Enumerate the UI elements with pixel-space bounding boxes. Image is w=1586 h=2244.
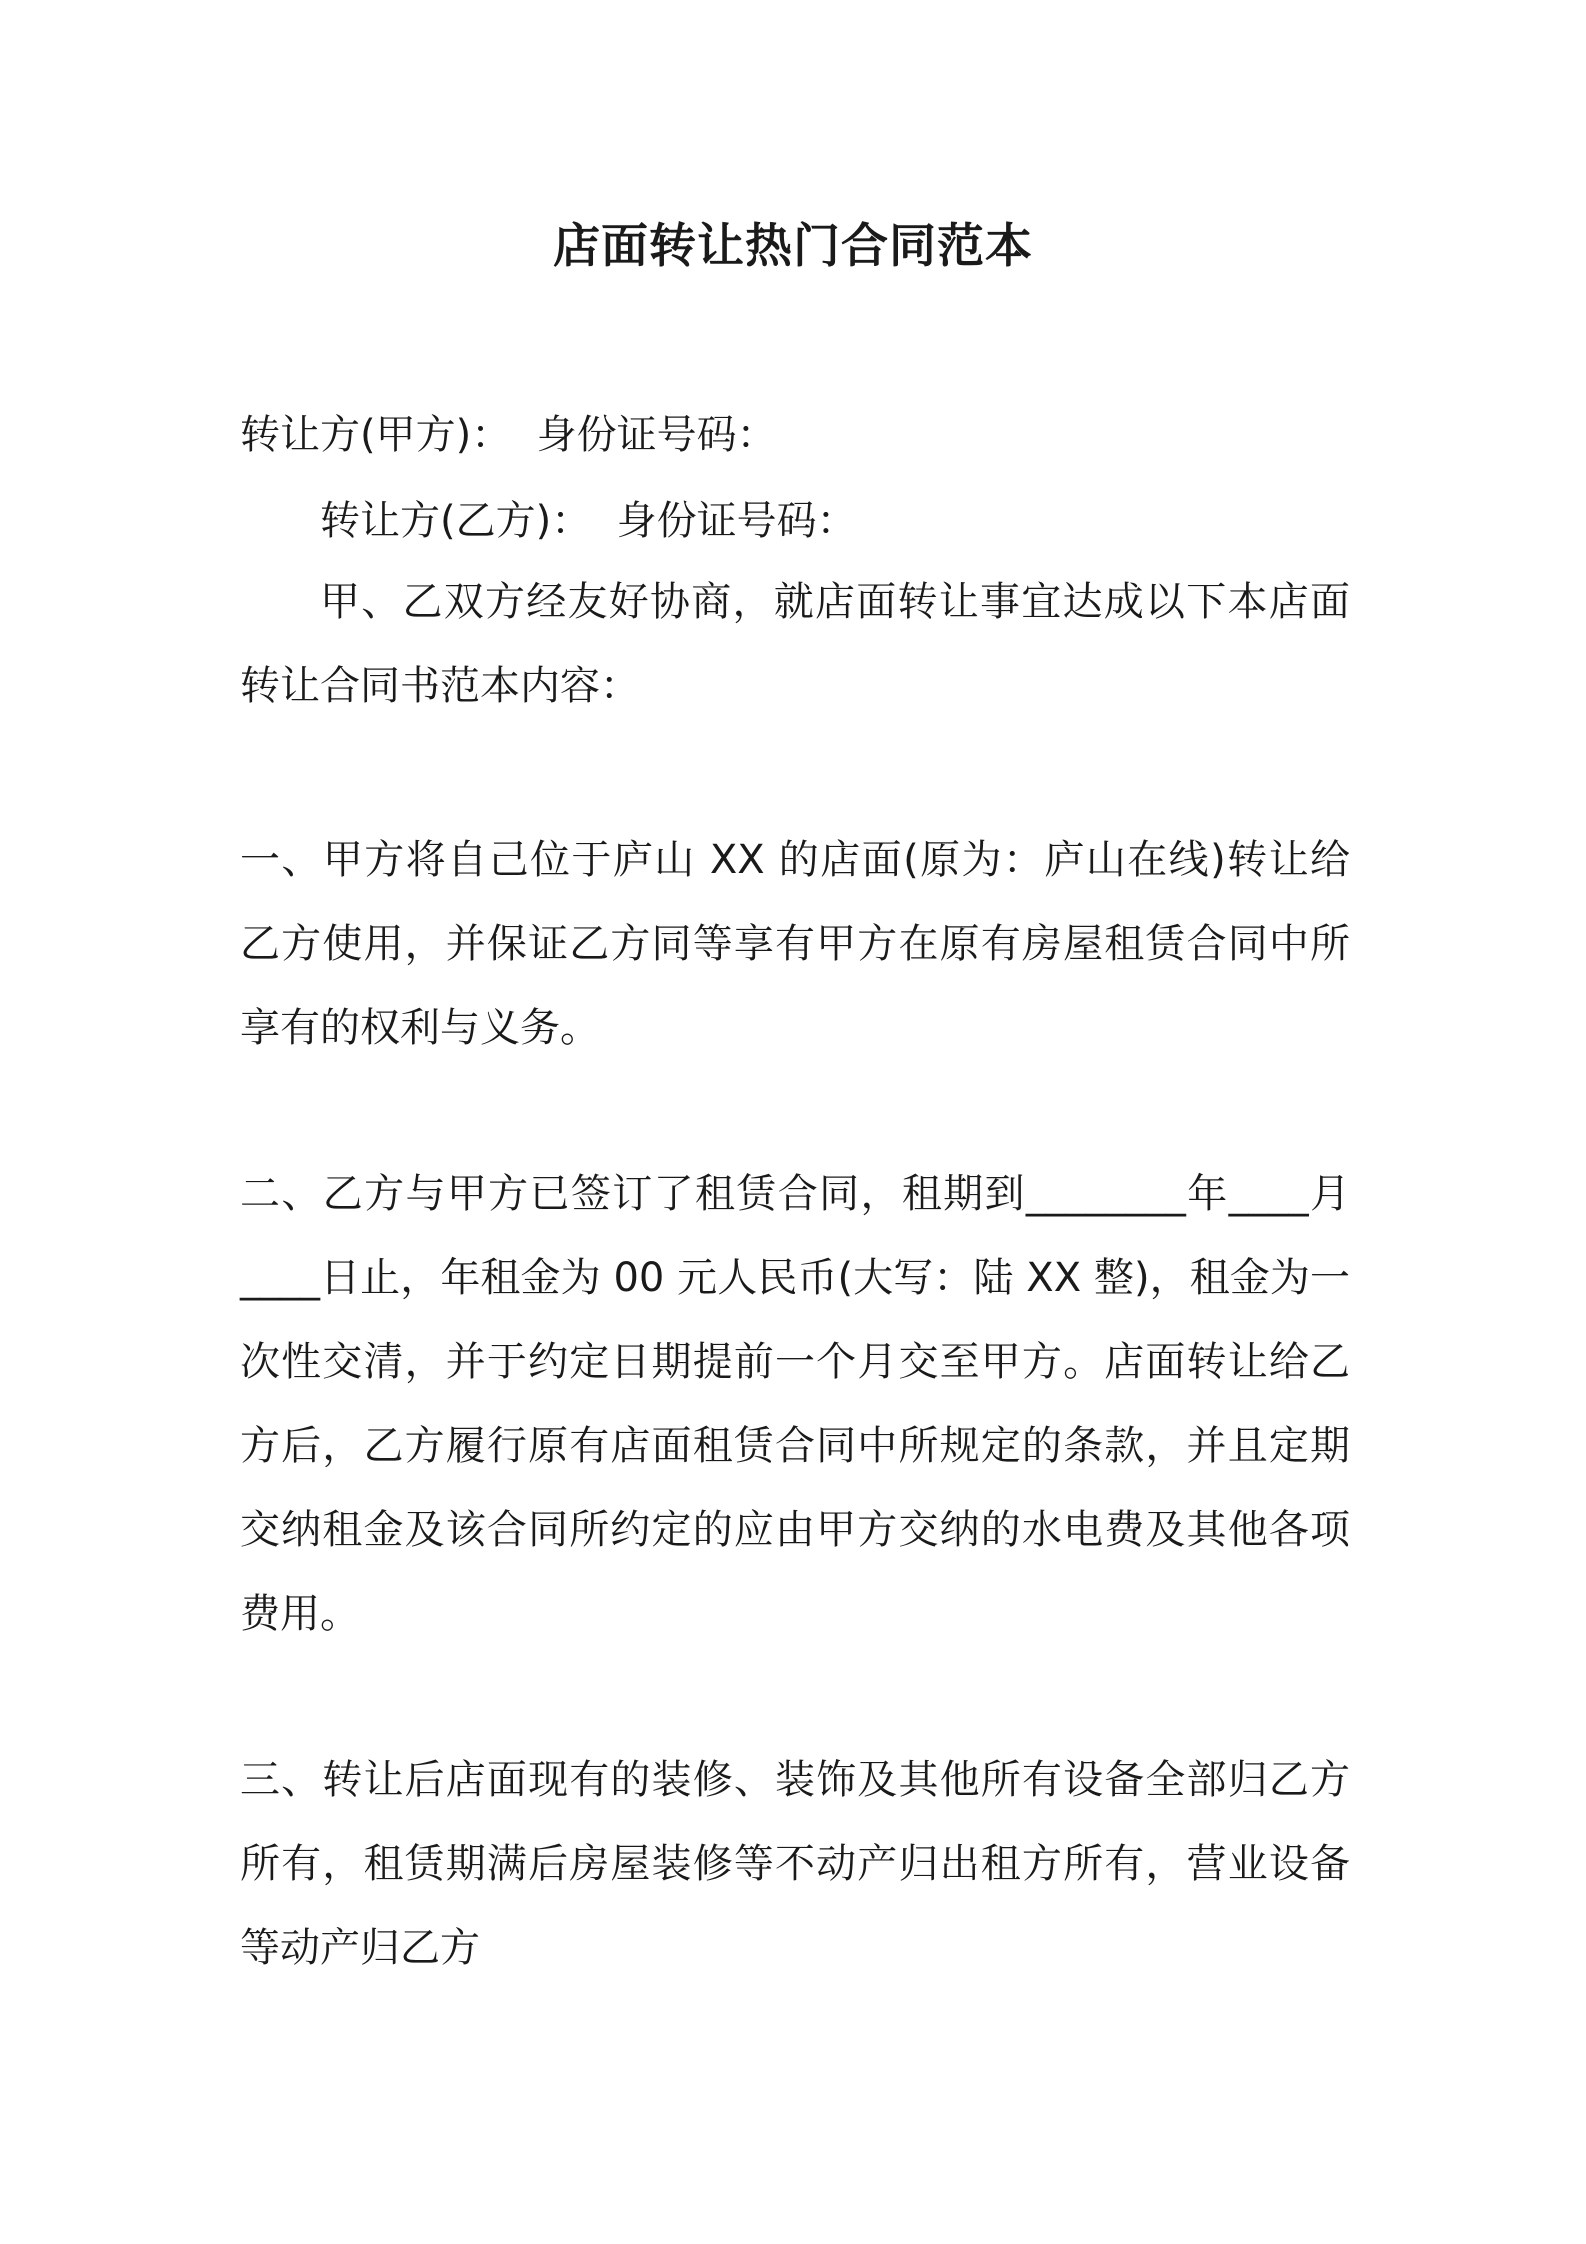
party-a-line: 转让方(甲方)： 身份证号码： [240, 412, 777, 458]
party-b-line: 转让方(乙方)： 身份证号码： [320, 498, 857, 544]
intro-paragraph: 甲、乙双方经友好协商，就店面转让事宜达成以下本店面转让合同书范本内容： [240, 579, 1350, 709]
clause-2: 二、乙方与甲方已签订了租赁合同，租期到________年____月____日止，年租金为 00 元人民币(大写：陆 XX 整)，租金为一次性交清，并于约定日期提前一个月交至甲方。店面转让给乙方后，乙方履行原有店面租赁合同中所规定的条款，并且定期交纳租金及该合同所约定的应由甲方交纳的水电费及其他各项费用。 [240, 1171, 1350, 1637]
clause-1: 一、甲方将自己位于庐山 XX 的店面(原为：庐山在线)转让给乙方使用，并保证乙方同等享有甲方在原有房屋租赁合同中所享有的权利与义务。 [240, 837, 1350, 1051]
document-title: 店面转让热门合同范本 [553, 219, 1033, 274]
clause-3: 三、转让后店面现有的装修、装饰及其他所有设备全部归乙方所有，租赁期满后房屋装修等不动产归出租方所有，营业设备等动产归乙方 [240, 1757, 1350, 1971]
